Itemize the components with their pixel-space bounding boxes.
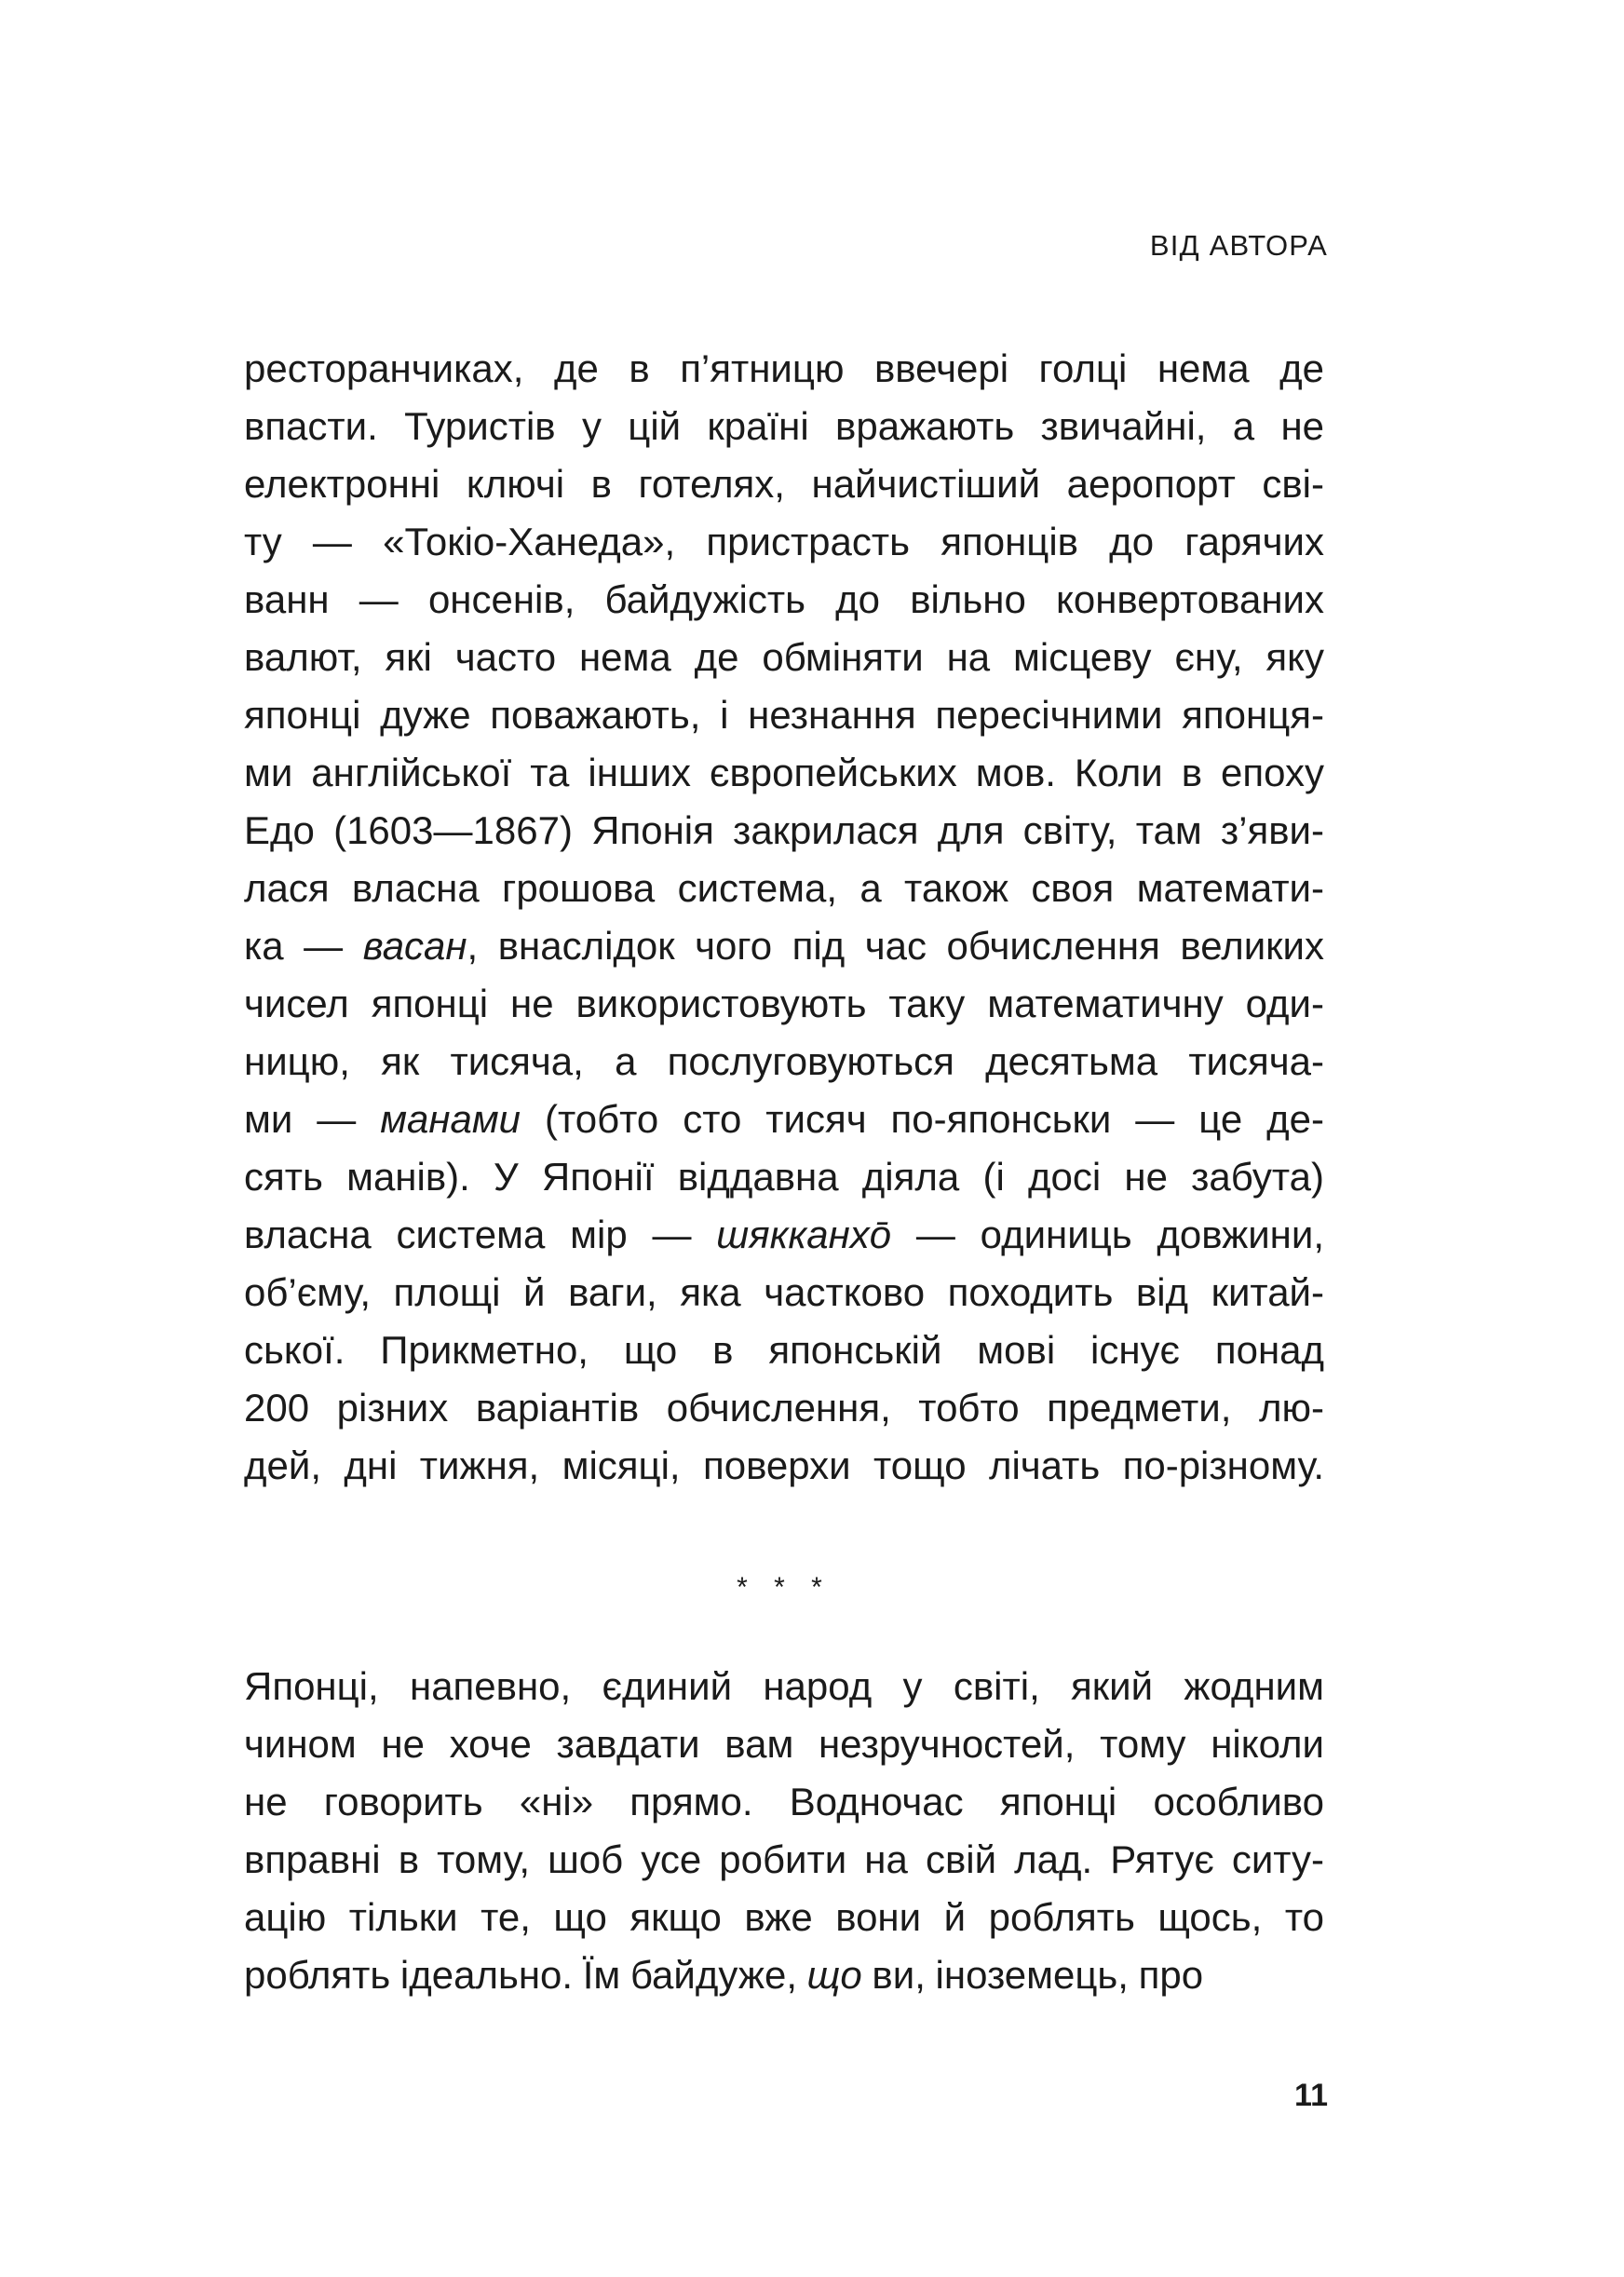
text-segment: власна система мір — <box>244 1213 717 1256</box>
text-segment: не говорить «ні» прямо. Водночас японці особливо <box>244 1780 1324 1823</box>
text-line <box>244 1715 1324 1773</box>
text-segment: ту — «Токіо-Ханеда», пристрасть японців до гарячих <box>244 520 1324 563</box>
italic-term: що <box>806 1953 862 1997</box>
text-line <box>244 1831 1324 1889</box>
text-segment: ацію тільки те, що якщо вже вони й роблять щось, то <box>244 1895 1324 1939</box>
text-line <box>244 1148 1324 1206</box>
text-line <box>244 340 1324 398</box>
paragraph-one <box>244 340 1324 1495</box>
section-separator: * * * <box>737 1572 832 1603</box>
text-segment: сять манів). У Японії віддавна діяла (і досі не забута) <box>244 1155 1324 1199</box>
text-line <box>244 629 1324 686</box>
text-segment: об’єму, площі й ваги, яка частково походить від китай- <box>244 1270 1324 1314</box>
text-line <box>244 398 1324 455</box>
paragraph-two <box>244 1658 1324 2004</box>
text-segment: ви, іноземець, про <box>861 1953 1204 1997</box>
text-line <box>244 917 1324 975</box>
text-segment: лася власна грошова система, а також своя математи- <box>244 866 1324 910</box>
text-line <box>244 860 1324 917</box>
text-segment: — одиниць довжини, <box>891 1213 1325 1256</box>
text-line <box>244 455 1324 513</box>
running-head: ВІД АВТОРА <box>1149 229 1328 262</box>
text-segment: ми — <box>244 1097 381 1141</box>
text-segment: 200 різних варіантів обчислення, тобто предмети, лю- <box>244 1386 1324 1430</box>
text-segment: роблять ідеально. Їм байдуже, <box>244 1953 807 1997</box>
text-segment: впасти. Туристів у цій країні вражають звичайні, а не <box>244 404 1324 448</box>
text-segment: японці дуже поважають, і незнання пересічними японця- <box>244 693 1324 737</box>
text-segment: електронні ключі в готелях, найчистіший аеропорт сві- <box>244 462 1324 506</box>
text-line <box>244 1264 1324 1321</box>
text-line <box>244 1206 1324 1264</box>
text-line <box>244 1658 1324 1715</box>
italic-term: манами <box>380 1097 521 1141</box>
text-segment: ницю, як тисяча, а послуговуються десятьма тисяча- <box>244 1039 1324 1083</box>
italic-term: васан <box>362 924 467 968</box>
text-line <box>244 513 1324 571</box>
text-line <box>244 1946 1324 2004</box>
text-segment: , внаслідок чого під час обчислення великих <box>467 924 1324 968</box>
text-segment: ванн — онсенів, байдужість до вільно конвертованих <box>244 577 1324 621</box>
text-segment: ми англійської та інших європейських мов. Коли в епоху <box>244 751 1324 794</box>
text-line <box>244 1379 1324 1437</box>
text-line <box>244 686 1324 744</box>
text-segment: Японці, напевно, єдиний народ у світі, який жодним <box>244 1664 1324 1708</box>
text-line <box>244 1091 1324 1148</box>
text-line <box>244 1889 1324 1946</box>
text-segment: ка — <box>244 924 363 968</box>
text-line <box>244 1033 1324 1091</box>
text-segment: дей, дні тижня, місяці, поверхи тощо лічать по-різному. <box>244 1443 1324 1487</box>
italic-term: шякканхō <box>716 1213 892 1256</box>
text-line <box>244 1321 1324 1379</box>
text-segment: (тобто сто тисяч по-японськи — це де- <box>521 1097 1324 1141</box>
page-number: 11 <box>1294 2078 1328 2113</box>
text-line <box>244 744 1324 802</box>
text-segment: чином не хоче завдати вам незручностей, тому ніколи <box>244 1722 1324 1766</box>
text-segment: Едо (1603—1867) Японія закрилася для світу, там з’яви- <box>244 808 1324 852</box>
text-line <box>244 802 1324 860</box>
text-line <box>244 1773 1324 1831</box>
text-segment: вправні в тому, шоб усе робити на свій лад. Рятує ситу- <box>244 1837 1324 1881</box>
text-line <box>244 1437 1324 1495</box>
text-segment: чисел японці не використовують таку математичну оди- <box>244 982 1324 1025</box>
text-segment: валют, які часто нема де обміняти на місцеву єну, яку <box>244 635 1324 679</box>
text-segment: ресторанчиках, де в п’ятницю ввечері голці нема де <box>244 346 1324 390</box>
text-line <box>244 975 1324 1033</box>
text-segment: ської. Прикметно, що в японській мові існує понад <box>244 1328 1324 1372</box>
text-line <box>244 571 1324 629</box>
